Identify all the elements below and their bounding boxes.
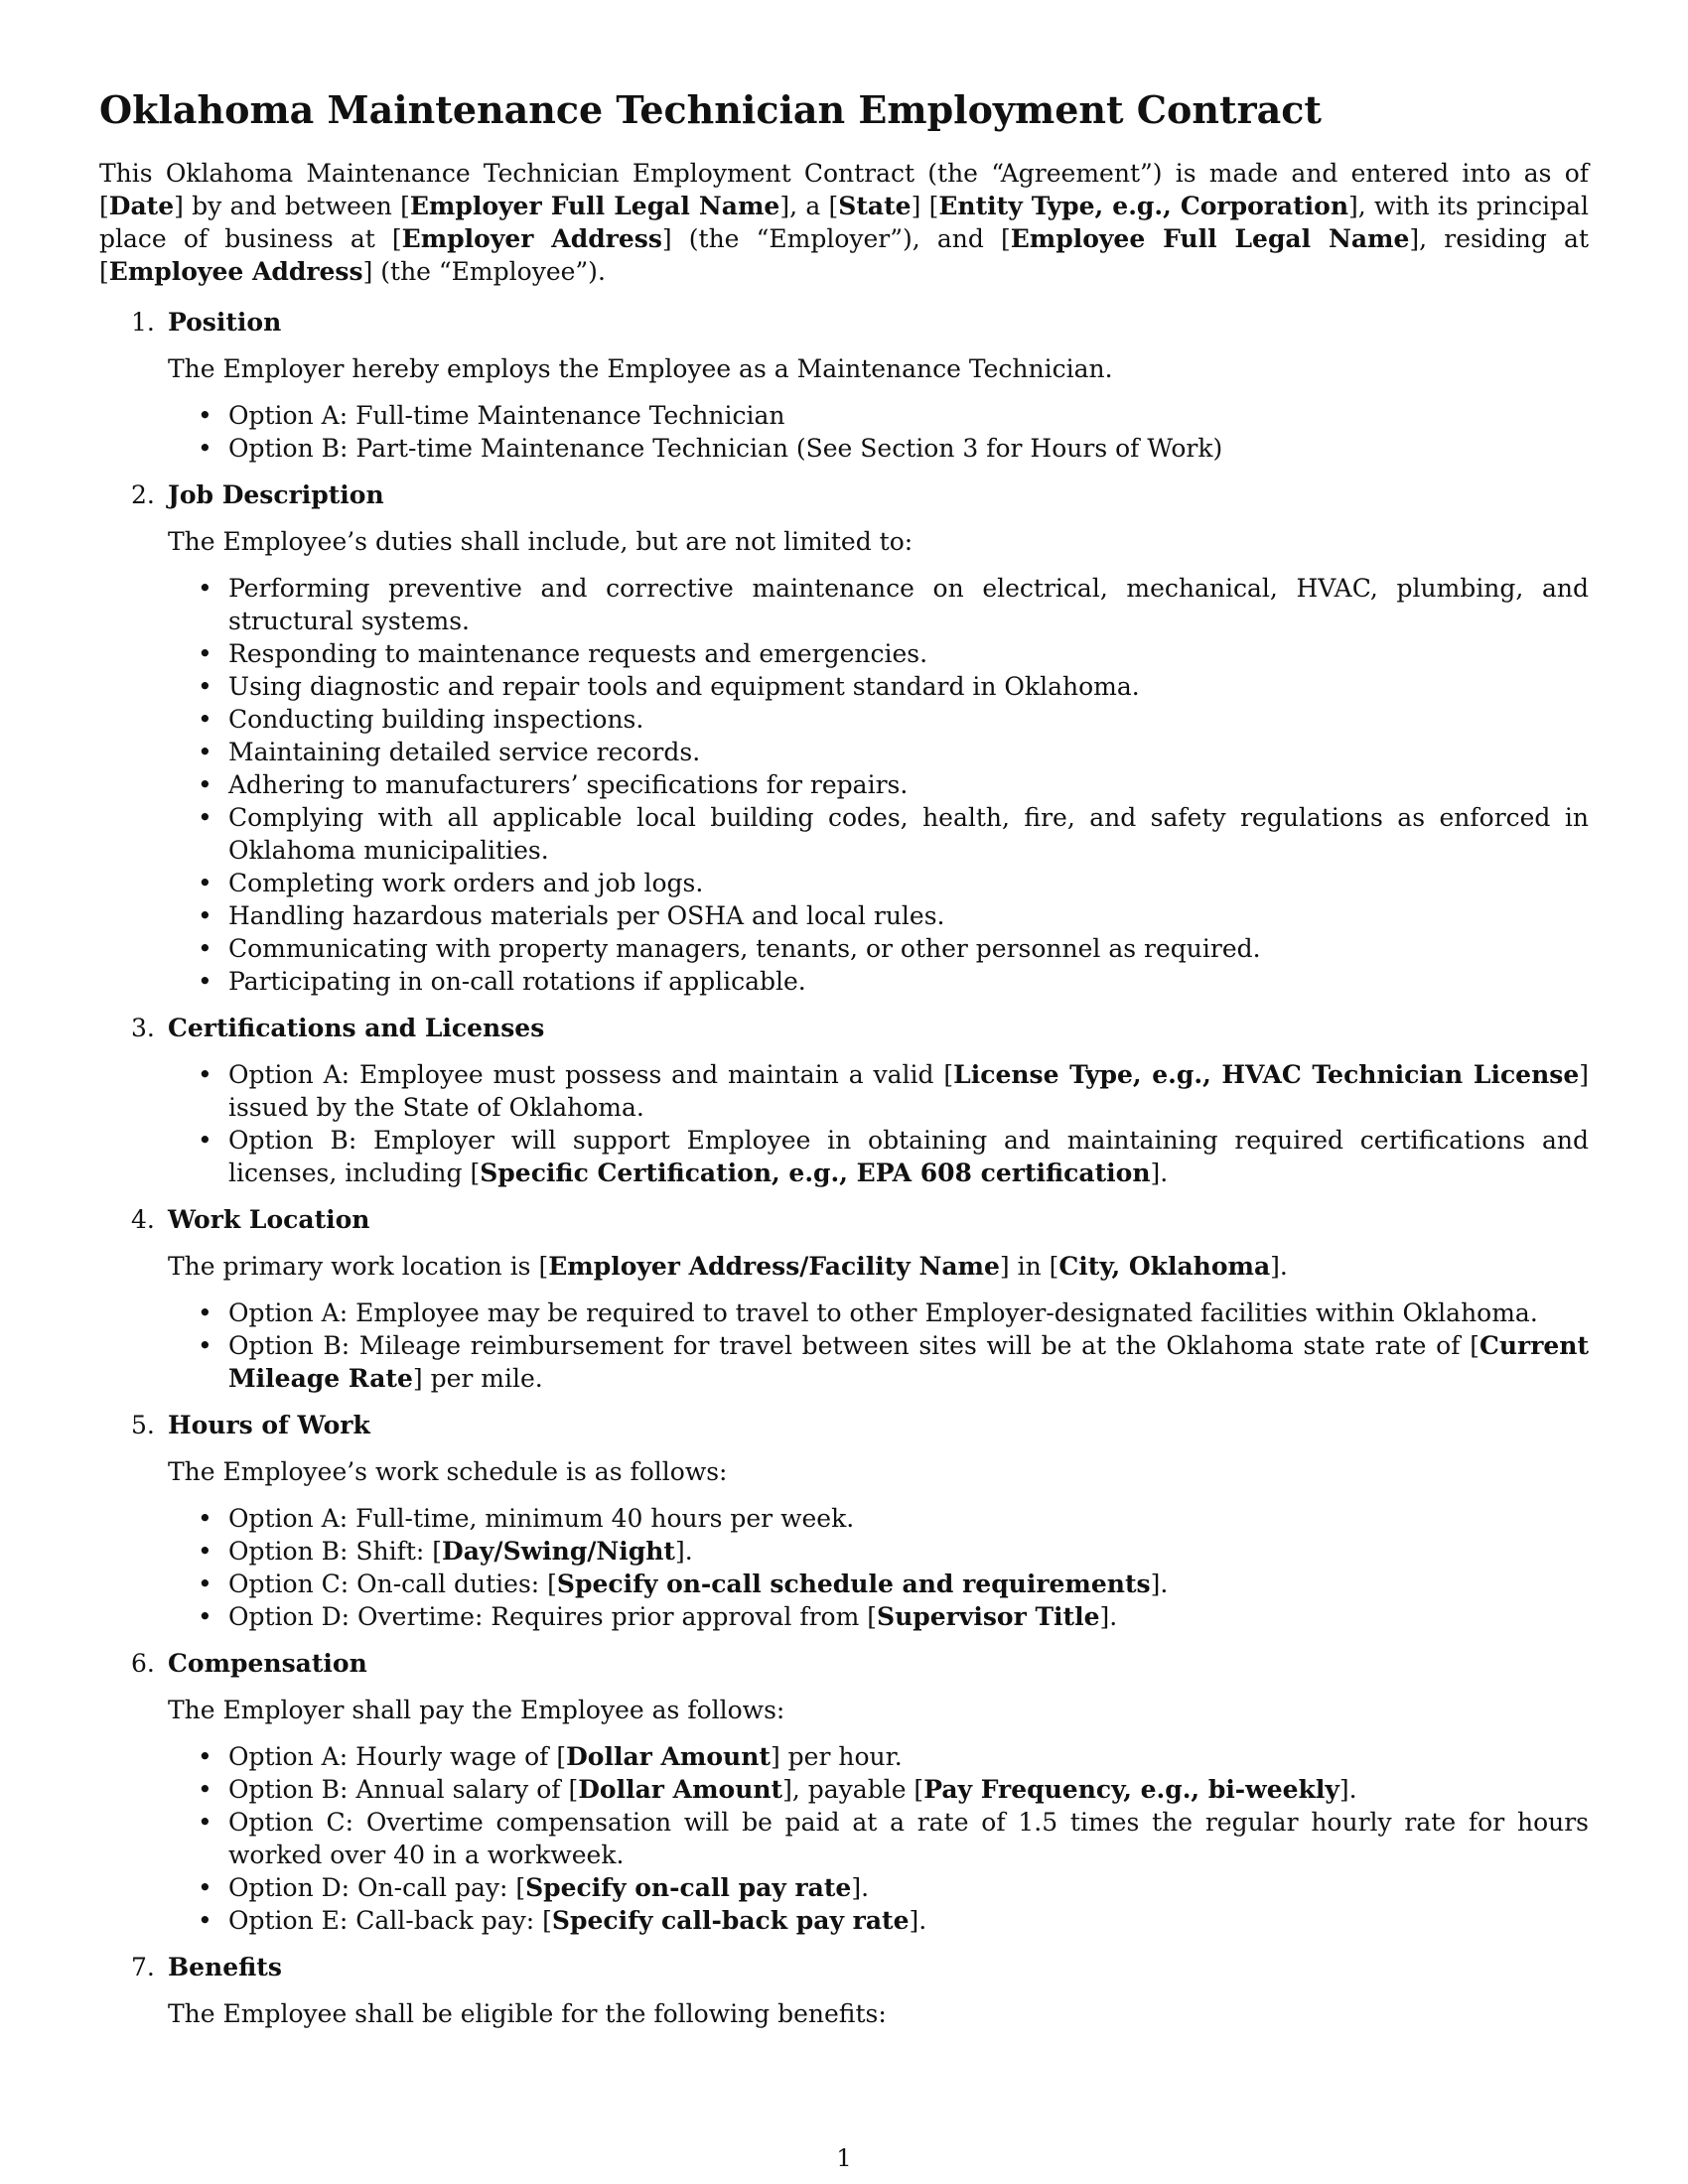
section-3 — [99, 1012, 1589, 1189]
text-run: Option B: Mileage reimbursement for travel between sites will be at the Oklahoma state rate of [ — [228, 1331, 1479, 1360]
placeholder-field: Employee Full Legal Name — [1010, 224, 1410, 253]
text-run: ] by and between [ — [174, 192, 410, 220]
section-title: Position — [168, 308, 282, 337]
list-item — [168, 637, 1589, 670]
placeholder-field: Specify on-call schedule and requirements — [556, 1570, 1151, 1598]
placeholder-field: Day/Swing/Night — [442, 1537, 675, 1566]
section-number: 7. — [131, 1953, 155, 1981]
text-run: The primary work location is [ — [168, 1252, 549, 1281]
section-5 — [99, 1409, 1589, 1633]
section-text — [168, 1455, 1589, 1488]
section-bullet-list — [168, 1502, 1589, 1633]
text-run: Option B: Annual salary of [ — [228, 1775, 579, 1804]
list-item — [168, 1904, 1589, 1937]
text-run: Adhering to manufacturers’ specifications for repairs. — [228, 770, 909, 799]
section-text — [168, 1997, 1589, 2030]
section-text — [168, 1694, 1589, 1726]
text-run: Option C: Overtime compensation will be paid at a rate of 1.5 times the regular hourly rate for hours worked over 40 in a workweek. — [228, 1808, 1589, 1869]
list-item — [168, 1806, 1589, 1871]
list-item — [168, 670, 1589, 703]
list-item — [168, 572, 1589, 637]
placeholder-field: Dollar Amount — [578, 1775, 783, 1804]
list-item — [168, 1502, 1589, 1535]
text-run: ]. — [1270, 1252, 1288, 1281]
text-run: ], payable [ — [782, 1775, 924, 1804]
intro-paragraph — [99, 157, 1589, 288]
placeholder-field: Employee Address — [108, 257, 363, 286]
text-run: ]. — [1099, 1602, 1118, 1631]
section-4 — [99, 1203, 1589, 1395]
text-run: Option A: Full-time, minimum 40 hours per week. — [228, 1504, 855, 1533]
text-run: Handling hazardous materials per OSHA and local rules. — [228, 901, 945, 930]
list-item — [168, 1329, 1589, 1395]
text-run: Option B: Part-time Maintenance Technician (See Section 3 for Hours of Work) — [228, 434, 1223, 463]
text-run: Option B: Employer will support Employee in obtaining and maintaining required certifications and licenses, including [ — [228, 1126, 1589, 1187]
placeholder-field: Specify call-back pay rate — [551, 1906, 910, 1935]
section-bullet-list — [168, 1740, 1589, 1937]
section-title: Job Description — [168, 480, 384, 509]
placeholder-field: License Type, e.g., HVAC Technician License — [953, 1060, 1580, 1089]
text-run: Option A: Full-time Maintenance Technician — [228, 401, 785, 430]
text-run: Option D: On-call pay: [ — [228, 1873, 526, 1902]
text-run: ] per hour. — [770, 1742, 903, 1771]
section-bullet-list — [168, 572, 1589, 998]
placeholder-field: State — [838, 192, 912, 220]
placeholder-field: Supervisor Title — [877, 1602, 1100, 1631]
list-item — [168, 1297, 1589, 1329]
placeholder-field: Entity Type, e.g., Corporation — [938, 192, 1349, 220]
text-run: ]. — [1150, 1159, 1169, 1187]
text-run: The Employee’s duties shall include, but are not limited to: — [168, 527, 914, 556]
section-number: 1. — [131, 308, 155, 337]
text-run: ] in [ — [999, 1252, 1059, 1281]
section-bullet-list — [168, 1058, 1589, 1189]
document-page — [99, 87, 1589, 2044]
text-run: The Employer shall pay the Employee as follows: — [168, 1696, 785, 1724]
text-run: Completing work orders and job logs. — [228, 869, 704, 897]
section-number: 2. — [131, 480, 155, 509]
section-title: Work Location — [168, 1205, 370, 1234]
list-item — [168, 432, 1589, 465]
list-item — [168, 736, 1589, 768]
document-title: Oklahoma Maintenance Technician Employment Contract — [99, 87, 1322, 132]
text-run: The Employee shall be eligible for the following benefits: — [168, 1999, 887, 2028]
text-run: This Oklahoma Maintenance Technician Employment Contract (the “Agreement”) is made and entered into as of [ — [99, 159, 1589, 220]
list-item — [168, 1535, 1589, 1568]
section-title: Certifications and Licenses — [168, 1014, 545, 1042]
list-item — [168, 801, 1589, 867]
section-title: Benefits — [168, 1953, 282, 1981]
text-run: Option C: On-call duties: [ — [228, 1570, 557, 1598]
list-item — [168, 1871, 1589, 1904]
list-item — [168, 768, 1589, 801]
list-item — [168, 1568, 1589, 1600]
text-run: Maintaining detailed service records. — [228, 738, 701, 766]
text-run: ], a [ — [779, 192, 839, 220]
placeholder-field: Specify on-call pay rate — [525, 1873, 852, 1902]
list-item — [168, 965, 1589, 998]
list-item — [168, 932, 1589, 965]
section-number: 3. — [131, 1014, 155, 1042]
list-item — [168, 1124, 1589, 1189]
text-run: Option E: Call-back pay: [ — [228, 1906, 552, 1935]
section-6 — [99, 1647, 1589, 1937]
section-number: 6. — [131, 1649, 155, 1678]
list-item — [168, 1740, 1589, 1773]
list-item — [168, 1058, 1589, 1124]
text-run: ], with its principal place of business at [ — [99, 192, 1589, 253]
sections-list — [99, 306, 1589, 2030]
text-run: Conducting building inspections. — [228, 705, 644, 734]
text-run: Responding to maintenance requests and emergencies. — [228, 639, 928, 668]
text-run: ] per mile. — [412, 1364, 543, 1393]
text-run: ] (the “Employer”), and [ — [661, 224, 1011, 253]
text-run: ]. — [1150, 1570, 1169, 1598]
list-item — [168, 399, 1589, 432]
section-2 — [99, 478, 1589, 998]
section-title: Compensation — [168, 1649, 367, 1678]
section-text — [168, 352, 1589, 385]
section-bullet-list — [168, 1297, 1589, 1395]
text-run: ] issued by the State of Oklahoma. — [228, 1060, 1589, 1122]
placeholder-field: Employer Address/Facility Name — [548, 1252, 1000, 1281]
text-run: Using diagnostic and repair tools and equipment standard in Oklahoma. — [228, 672, 1140, 701]
section-number: 4. — [131, 1205, 155, 1234]
section-1 — [99, 306, 1589, 465]
list-item — [168, 899, 1589, 932]
text-run: ]. — [1338, 1775, 1357, 1804]
text-run: Option D: Overtime: Requires prior approval from [ — [228, 1602, 878, 1631]
section-bullet-list — [168, 399, 1589, 465]
placeholder-field: Pay Frequency, e.g., bi-weekly — [923, 1775, 1339, 1804]
placeholder-field: City, Oklahoma — [1058, 1252, 1271, 1281]
section-title: Hours of Work — [168, 1411, 370, 1439]
text-run: ]. — [909, 1906, 927, 1935]
section-text — [168, 1250, 1589, 1283]
placeholder-field: Dollar Amount — [566, 1742, 771, 1771]
text-run: Complying with all applicable local building codes, health, fire, and safety regulations as enforced in Oklahoma municipalities. — [228, 803, 1589, 865]
section-7 — [99, 1951, 1589, 2030]
list-item — [168, 703, 1589, 736]
text-run: ]. — [851, 1873, 870, 1902]
placeholder-field: Employer Address — [401, 224, 662, 253]
page-number: 1 — [836, 2144, 852, 2172]
list-item — [168, 1600, 1589, 1633]
text-run: Participating in on-call rotations if applicable. — [228, 967, 806, 996]
placeholder-field: Current Mileage Rate — [228, 1331, 1589, 1393]
text-run: The Employer hereby employs the Employee as a Maintenance Technician. — [168, 354, 1113, 383]
text-run: Performing preventive and corrective maintenance on electrical, mechanical, HVAC, plumbing, and structural systems. — [228, 574, 1589, 635]
text-run: The Employee’s work schedule is as follows: — [168, 1457, 728, 1486]
list-item — [168, 867, 1589, 899]
section-number: 5. — [131, 1411, 155, 1439]
text-run: Option A: Employee must possess and maintain a valid [ — [228, 1060, 954, 1089]
placeholder-field: Employer Full Legal Name — [409, 192, 780, 220]
placeholder-field: Specific Certification, e.g., EPA 608 certification — [480, 1159, 1151, 1187]
section-text — [168, 525, 1589, 558]
text-run: Communicating with property managers, tenants, or other personnel as required. — [228, 934, 1261, 963]
text-run: ] [ — [911, 192, 939, 220]
text-run: Option A: Hourly wage of [ — [228, 1742, 567, 1771]
text-run: ]. — [674, 1537, 693, 1566]
text-run: ], residing at [ — [99, 224, 1589, 286]
text-run: Option B: Shift: [ — [228, 1537, 443, 1566]
text-run: Option A: Employee may be required to travel to other Employer-designated facilities within Oklahoma. — [228, 1298, 1538, 1327]
list-item — [168, 1773, 1589, 1806]
text-run: ] (the “Employee”). — [362, 257, 606, 286]
placeholder-field: Date — [108, 192, 175, 220]
